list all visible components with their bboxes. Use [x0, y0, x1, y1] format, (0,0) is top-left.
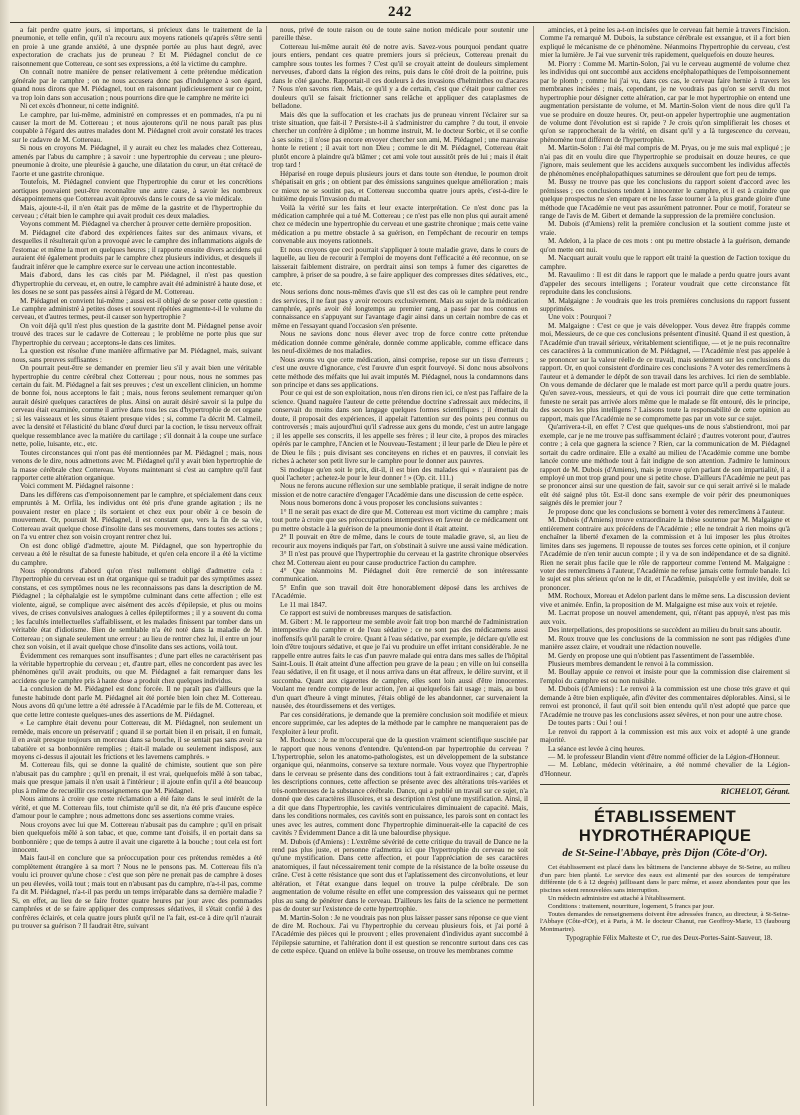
- paragraph: 2° Il pouvait en être de même, dans le cours de toute maladie grave, si, au lieu de recourir aux moyens indiqués par l'art, on s'obstinait à suivre une aussi vaine médication.: [272, 533, 528, 550]
- paragraph: 4° Que néanmoins M. Piédagnel doit être remercié de son intéressante communication.: [272, 567, 528, 584]
- paragraph: Toutes circonstances qui n'ont pas été mentionnées par M. Piédagnel ; mais, nous venons de le dire, nous admettons avec M. Piédagnel qu'il y avait bien hypertrophie de la masse cérébrale chez Cottereau. Voyons maintenant si c'est au camphre qu'il faut rapporter cette altération organique.: [12, 448, 262, 483]
- paragraph: MM. Rochoux, Moreau et Adelon parlent dans le même sens. La discussion devient vive et animée. Enfin, la proposition de M. Malgaigne est mise aux voix et rejetée.: [540, 592, 790, 609]
- paragraph: Voici comment M. Piédagnel raisonne :: [20, 482, 134, 491]
- paragraph: Cottereau lui-même aurait été de notre avis. Savez-vous pourquoi pendant quatre jours entiers, pendant ces quatre premiers jours si précieux, Cottereau prenait du camphre sous toutes les formes ? C'est qu'il se croyait atteint de douleurs simplement nerveuses, d'abord dans la région des reins, puis dans le côté droit de la poitrine, puis dans le côté gauche. Rapportait-il ces douleurs à des invasions d'helminthes ou d'acares ? Nous n'en savons rien. Mais, ce qu'il y a de certain, c'est que c'était pour calmer ces douleurs qu'il se faisait frictionner sans relâche et appliquer des cataplasmes de belladone.: [272, 42, 528, 111]
- editor-signature: RICHELOT, Gérant.: [720, 787, 790, 797]
- paragraph: M. Ravaulimo : Il est dit dans le rapport que le malade a perdu quatre jours avant d'appeler des secours intelligens ; l'orateur voudrait que cette circonstance fût reproduite dans les conclusions.: [540, 271, 790, 297]
- paragraph: M. Dubois (d'Amiens) relit la première conclusion et la soutient comme juste et vraie.: [540, 220, 790, 237]
- paragraph: Pour ce qui est de son exploitation, nous n'en dirons rien ici, ce n'est pas l'affaire de la science. Quand naguère l'auteur de cette prétendue doctrine s'adressait aux médecins, il conservait du moins dans son langage quelques formes scientifiques ; il émettait du doute, il proposait des expériences, il appelait l'attention sur des points peu connus ou controversés ; mais aujourd'hui qu'il s'adresse aux gens du monde, c'est un autre langage ; il les appelle ses conscrits, il les appelle ses frères ; il leur cite, à propos des miracles opérés par le camphre, l'Ancien et le Nouveau-Testament ; il leur parle de Dieu le père et de Dieu le fils ; puis divisant ses conciteyens en riches et en pauvres, il conviait les riches à acheter son petit livre sur le camphre pour le donner aux pauvres.: [272, 389, 528, 466]
- paragraph: De toutes parts : Oui ! oui !: [548, 719, 627, 728]
- column-divider-1: [266, 26, 267, 1106]
- paragraph: Si modique qu'en soit le prix, dit-il, il est bien des malades qui « n'auraient pas de quoi l'acheter ; achetez-le pour le leur donner ! » (Op. cit. 111.): [272, 465, 528, 483]
- paragraph: M. Cottereau fils, qui se donne la qualité de chimiste, soutient que son père n'abusait pas du camphre ; qu'il en prenait, il est vrai, quelquefois mêlé à son tabac, mais que presque jamais il n'en usait à l'intérieur ; il ajoute enfin qu'il a été beaucoup plus à même de recueillir ces renseignemens que M. Piédagnel.: [12, 761, 262, 795]
- paragraph: Le renvoi du rapport à la commission est mis aux voix et adopté à une grande majorité.: [540, 727, 790, 745]
- paragraph: Toutefois, M. Piédagnel convient que l'hypertrophie du cœur et les concrétions aortiques pouvaient peut-être reconnaître une autre cause, à savoir les nombreux désappointemens que Cottereau avait éprouvés dans le cours de sa vie médicale.: [12, 178, 262, 204]
- paragraph: Voyons comment M. Piédagnel va chercher à prouver cette dernière proposition.: [20, 220, 252, 229]
- paragraph: La séance est levée à cinq heures.: [548, 744, 645, 753]
- advertisement-body: [540, 864, 790, 934]
- paragraph: M. Malgaigne : Je voudrais que les trois premières conclusions du rapport fussent supprimées.: [540, 296, 790, 313]
- paragraph: M. Piédagnel en convient lui-même ; aussi est-il obligé de se poser cette question : Le camphre administré à petites doses et souvent répétées augmente-t-il le volume du cerveau, et d'autres termes, peut-il causer son hypertrophie ?: [12, 296, 262, 322]
- paragraph: Mais, ajoute-t-il, il n'en était pas de même de la gastrite et de l'hypertrophie du cerveau ; c'était bien le camphre qui avait produit ces deux maladies.: [12, 203, 262, 220]
- paragraph: Nous avons vu que cette médication, ainsi comprise, repose sur un tissu d'erreurs ; c'est une œuvre d'ignorance, c'est l'œuvre d'un esprit fourvoyé. Si donc nous absolvons cette méthode des méfaits que lui avait imputés M. Piédagnel, nous la condamnons dans son principe et dans ses applications.: [272, 355, 528, 390]
- signature-rule: [540, 784, 790, 785]
- paragraph: Toutes demandes de renseignemens doivent être adressées franco, au directeur, à St-Seine-l'Abbaye (Côte-d'Or), et à Paris, à M. le docteur Chanut, rue Geoffroy-Marie, 13 (faubourg Montmartre).: [540, 910, 790, 934]
- paragraph: Le camphre, par lui-même, administré en compresses et en pommades, n'a pu ni causer la mort de M. Cottereau ; et nous ajouterons qu'il ne nous paraît pas plus coupable à l'égard des autres malades dont M. Piédagnel croit avoir constaté les traces sur le cadavre de M. Cottereau.: [12, 110, 262, 144]
- paragraph: Si nous en croyons M. Piédagnel, il y aurait eu chez les malades chez Cottereau, amenés par l'abus du camphre ; à savoir : une hypertrophie du cerveau ; une pleuro-pneumonie à droite, une pleurésie à gauche, une dilatation du cœur, un état crétacé de l'aorte et une gastrite chronique.: [12, 144, 262, 178]
- paragraph: Mais dès que la suffocation et les crachats jus de pruneau vinrent l'éclairer sur sa triste situation, que fait-il ? Persiste-t-il à s'administrer du camphre ? du tout, il envoie chercher un confrère à diplôme ; un homme instruit, M. le docteur Sorbic, et il se confie à ses soins ; il n'ose pas encore envoyer chercher son ami, M. Piédagnel ; une mauvaise honte le retient ; il avait tort non Dieu ; comme le dit M. Piédagnel, Cottereau était plutôt encore à plaindre qu'à blâmer ; cet ami vole tout aussitôt près de lui ; mais il était trop tard !: [272, 110, 528, 170]
- paragraph: M. Malgaigne : C'est ce que je vais développer. Vous devez être frappés comme moi, Messieurs, de ce que ces conclusions présentent d'inusité. Quand il est question, à l'Académie d'un travail sérieux, véritablement scientifique, — et je ne puis reconnaître ces caractères à la communication de M. Piédagnel, — l'Académie n'est pas appelée à se prononcer sur la valeur réelle de ce travail, mais seulement sur les conclusions du rapport. Or, en quoi consistent d'ordinaire ces conclusions ? A voter des remercîmens à l'auteur et à demander le dépôt de son travail dans les archives. Ici rien de semblable. On vous demande de déclarer que le malade est mort parce qu'il a perdu quatre jours. Qu'en savez-vous, messieurs, et qui de vous ici pourrait dire que cette termination funeste ne serait pas arrivée alors même que le malade se fût entouré, dès le principe, des secours les plus intelligens ? Laissons toute la responsabilité de cette opinion au rapport, mais que l'Académie ne se compromette pas par un vote sur ce sujet.: [540, 321, 790, 423]
- paragraph: Nous ne ferons aucune réflexion sur une semblable pratique, il serait indigne de notre mission et de notre caractère d'engager l'Académie dans une discussion de cette espèce.: [272, 482, 528, 499]
- paragraph: a fait perdre quatre jours, si importans, si précieux dans le traitement de la pneumonie, et telle enfin, qu'il n'a recouru aux moyens rationels qu'après s'être senti en proie à une grande anxiété, à une dyspnée portée au plus haut degré, avec expectoration de crachats jus de pruneau ? Et M. Piédagnel conclut de ce raisonnement que Cottereau, ce sont ses expressions, a été la victime du camphre.: [12, 26, 262, 68]
- advertisement-subtitle: de St-Seine-l'Abbaye, près Dijon (Côte-d'Or).: [562, 846, 768, 859]
- paragraph: M. Gibert : M. le rapporteur me semble avoir fait trop bon marché de l'administration intempestive du camphre et de l'eau sédative ; ce ne sont pas des médicamens aussi inoffensifs qu'il paraît le croire. Quant à l'eau sédative, par exemple, je déclare qu'elle est loin d'être toujours sédative, et que je l'ai vu produire un effet irritant considérable. Je ne rappelle entre autres faits le cas d'un pauvre malade qui entra dans mes salles de l'hôpital Saint-Louis. Il était atteint d'une affection peu grave de la peau ; en ville on lui conseilla l'eau sédative, il en fit usage, et il nous arriva dans un état affreux, le délire survint, et il succomba. Quant aux cigarettes de camphre, elles sont loin aussi d'être innocentes. Voulant me rendre compte de leur action, j'en ai quelquefois fait usage ; mais, au bout d'un quart d'heure à vingt minutes, j'étais obligé de les abandonner, car survenaient la nausée, des étourdissemens et des vertiges.: [272, 617, 528, 711]
- column-3-text: [540, 26, 790, 778]
- paragraph: Héparisé en rouge depuis plusieurs jours et dans toute son étendue, le poumon droit s'hépatisait en gris ; on obtient par des émissions sanguines quelque amélioration ; mais ce mieux ne se soutint pas, et Cottereau succomba quatre jours après, c'est-à-dire le huitième depuis l'invasion du mal.: [272, 169, 528, 204]
- paragraph: « Le camphre était devenu pour Cottereau, dit M. Piédagnel, non seulement un remède, mais encore un préservatif ; quand il se portait bien il en prisait, il en fumait, il en avait presque toujours un morceau dans sa bouche, il se sentait pas sans avoir sa tabatière et sa bonbonnière remplies ; était-il malade ou seulement indisposé, aux moyens ci-dessus il ajoutait les frictions et les lavemens camphrés. »: [12, 719, 262, 761]
- column-3: [540, 26, 790, 1106]
- paragraph: Qu'arrivera-t-il, en effet ? C'est que quelques-uns de nous s'abstiendront, moi par exemple, car je ne me trouve pas suffisamment éclairé ; d'autres voteront pour, d'autres contre ; à cela que gagnera la science ? Rien, car la communication de M. Piédagnel sortait du cadre ordinaire. Elle a exalté au milieu de l'Académie comme une bombe lancée contre une méthode tout à fait indigne de son attention. J'admire le luminoux rapport de M. Dubois (d'Amiens), mais je trouve qu'en parlant de son impartialité, il a employé un mot trop grand pour une si petite chose. D'ailleurs l'Académie ne peut pas se prononcer ainsi sur une question de fait, savoir sur ce qui serait arrivé si le malade eût été saigné plus tôt. Est-il donc sans exemple de voir périr des pneumoniques saignés dès le premier jour ?: [540, 423, 790, 508]
- paragraph: M. Lacrrat propose un nouvel amendement, qui, n'étant pas appuyé, n'est pas mis aux voix.: [540, 609, 790, 626]
- paragraph: M. Nacquart aurait voulu que le rapport eût traité la question de l'action toxique du camphre.: [540, 254, 790, 271]
- paragraph: Des interpellations, des propositions se succèdent au milieu du bruit sans aboutir.: [548, 626, 782, 635]
- paragraph: M. Rochoux : Je ne m'occuperai que de la question vraiment scientifique suscitée par le rapport que nous venons d'entendre. Qu'entend-on par hypertrophie du cerveau ? L'hypertrophie, selon les anatomo-pathologistes, est un développement de la substance organique qui, néanmoins, conserve sa texture normale. Vous voyez que l'hypertrophie dans le cerveau se présente dans des conditions tout à fait extraordinaires ; car, d'après les descriptions connues, cette affection se présente avec des altérations très-variées et très-nombreuses de la substance cérébrale. Dance, qui a publié un travail sur ce sujet, n'a donné que des caractères illusoires, et sa description n'est qu'une mystification. Ainsi, il a dit que dans l'hypertrophie, les cavités ventriculaires diminuaient de capacité. Mais, dans les conditions normales, ces cavités sont en puissance, les parois sont en contact les unes avec les autres, comment donc l'hypertrophie diminuerait-elle la capacité de ces cavités ? Évidemment Dance a dit là une balourdise physique.: [272, 736, 528, 838]
- paragraph: M. Boullay appuie ce renvoi et insiste pour que la commission dise clairement si l'emploi du camphre est ou non nuisible.: [540, 668, 790, 685]
- paragraph: Par ces considérations, je demande que la première conclusion soit modifiée et mieux encore supprimée, car les adeptes de la méthode par le camphre ne manqueraient pas de l'exploiter à leur profit.: [272, 710, 528, 736]
- column-1: [12, 26, 262, 1106]
- paragraph: amincies, et à peine les a-t-on incisées que le cerveau fait hernie à travers l'incision. Comme l'a remarqué M. Dubois, la substance cérébrale est exsangue, et il a fort bien expliqué le mécanisme de ce phénomène. Néanmoins l'hypertrophie du cerveau, c'est mier la lumière. Je l'ai vue survenir très rapidement, quelquefois en douze heures.: [540, 26, 790, 60]
- paragraph: M. Adelon, à la place de ces mots : ont pu mettre obstacle à la guérison, demande qu'on mette ont nui.: [540, 237, 790, 254]
- paragraph: — M. le professeur Blandin vient d'être nommé officier de la Légion-d'Honneur.: [548, 752, 780, 761]
- paragraph: Voilà la vérité sur les faits et leur exacte interprétation. Ce n'est donc pas la médication camphrée qui a tué M. Cottereau ; ce n'est pas elle non plus qui aurait amené chez ce médecin une hypertrophie du cerveau et une gastrite chronique ; mais cette vaine médication a pu mettre obstacle à sa guérison, en l'empêchant de recourir en temps convenable aux moyens rationnels.: [272, 203, 528, 246]
- header-rule: [10, 22, 790, 23]
- printer-imprint: Typographie Félix Malteste et Cᵉ, rue des Deux-Portes-Saint-Sauveur, 18.: [565, 933, 773, 942]
- paragraph: La conclusion de M. Piédagnel est donc forcée. Il ne paraît pas d'ailleurs que la funeste habitude dont parle M. Piédagnel ait été portée bien loin chez M. Cottereau. Nous avons dû qu'une lettre a été adressée à l'Académie par le fils de M. Cottereau, et que cette lettre conteste quelques-unes des assertions de M. Piédagnel.: [12, 685, 262, 719]
- paragraph: 5° Enfin que son travail doit être honorablement déposé dans les archives de l'Académie.: [272, 583, 528, 601]
- paragraph: M. Dubois (d'Amiens) trouve extraordinaire la thèse soutenue par M. Malgaigne et entièrement contraire aux précédens de l'Académie ; elle ne tendrait à rien moins qu'à enchaîner la liberté d'examen de la commission et à lui imposer les plus étroites limites dans ses jugemens. Il repousse de toutes ses forces cette opinion, et il conjure l'Académie de n'en tenir aucun compte ; il y va de son indépendance et de sa dignité. Rien ne serait plus facile que le rôle de rapporteur comme l'entend M. Malgaigne : voter des remercîmens à l'auteur, l'Académie ne refuse jamais cette formule banale. Ici le sujet est plus sérieux qu'on ne le dit, et l'Académie, puisqu'elle y est invitée, doit se prononcer.: [540, 516, 790, 592]
- paragraph: 1° Il ne serait pas exact de dire que M. Cottereau est mort victime du camphre ; mais tout porte à croire que ses préoccupations intempestives en faveur de ce médicament ont pu mettre obstacle à la guérison de la pneumonie dont il était atteint.: [272, 507, 528, 533]
- paragraph: Nous aimons à croire que cette réclamation a été faite dans le seul intérêt de la vérité, et que M. Cottereau fils, tout chimiste qu'il se dit, n'a été pris d'aucune espèce d'amour pour le camphre ; nous admettons donc ses assertions comme vraies.: [12, 795, 262, 821]
- paragraph: On voit déjà qu'il n'est plus question de la gastrite dont M. Piédagnel pense avoir trouvé des traces sur le cadavre de Cottereau ; le problème ne porte plus que sur l'hypertrophie du cerveau ; acceptons-le dans ces limites.: [12, 321, 262, 347]
- paragraph: M. Bussy ne trouve pas que les conclusions du rapport soient d'accord avec les prémisses ; ces conclusions tendent à innocenter le camphre, et il est à craindre que quelque prospectus ne s'en empare et ne les fasse tourner à la plus grande gloire d'une méthode que l'Académie ne veut pas assurément patronner. Pour ce motif, l'orateur se range de l'avis de M. Gibert et demande la suppression de la première conclusion.: [540, 178, 790, 220]
- paragraph: M. Dubois (d'Amiens) : L'extrême sévérité de cette critique du travail de Dance ne la rend pas plus juste, et personne n'admettra ici que l'hypertrophie du cerveau ne soit qu'une mystification. Dans cette affection, et pour l'appréciation de ses caractères anatomiques, il faut nécessairement tenir compte de la résistance de la boîte osseuse du crâne. C'est à cette résistance que sont dus et l'aplatissement des circonvolutions, et leur altération, et l'état exangue dans lequel on trouve la pulpe cérébrale. De son augmentation de volume résulte en effet une compression des vaisseaux qui ne permet plus au sang de pénétrer dans le cerveau. D'ailleurs les faits de la science ne permettent pas de douter sur l'existence de cette hypertrophie.: [272, 837, 528, 914]
- paragraph: nous, privé de toute raison ou de toute saine notion médicale pour soutenir une pareille thèse.: [272, 26, 528, 43]
- column-2: [272, 26, 528, 1106]
- paragraph: Nous croyons avec lui que M. Cottereau n'abusait pas du camphre ; qu'il en prisait bien quelquefois mêlé à son tabac, et que, comme tant d'oisifs, il en portait dans sa bonbonnière ; que de temps à autre il avait une cigarette à la bouche ; tout cela est fort innocent.: [12, 820, 262, 854]
- paragraph: M. Piédagnel cite d'abord des expériences faites sur des animaux vivans, et desquelles il résulterait qu'on a provoqué avec le camphre des inflammations aiguës de l'estomac et même la mort en quelques heures ; il rapporte ensuite divers accidens qui auraient été également produits par le camphre chez plusieurs individus, et desquels il faudrait inférer que le camphre exerce sur le cerveau une action incontestable.: [12, 228, 262, 271]
- paragraph: On est donc obligé d'admettre, ajoute M. Piédagnel, que son hypertrophie du cerveau a été le résultat de sa funeste habitude, et qu'en cela encore il a été la victime du camphre.: [12, 541, 262, 567]
- paragraph: On connaît notre manière de penser relativement à cette prétendue médication générale par le camphre ; on ne nous accusera donc pas d'indulgence à son égard, quand nous dirons que M. Piédagnel, tout en raisonnant judicieusement sur ce point, va trop loin dans son accusation ; nous pourrions dire que le camphre ne mérite ici: [12, 68, 262, 102]
- paragraph: Et nous croyons que ceci pourrait s'appliquer à toute maladie grave, dans le cours de laquelle, au lieu de recourir à l'emploi de moyens dont l'efficacité a été reconnue, on se laisserait faiblement distraire, on perdrait ainsi son temps à fumer des cigarettes de camphre, à priser de sa poudre, à se faire appliquer des compresses dites sédatives, etc., etc.: [272, 245, 528, 288]
- paragraph: La question est résolue d'une manière affirmative par M. Piédagnel, mais, suivant nous, sans preuves suffisantes :: [12, 347, 262, 364]
- paragraph: — M. Leblanc, médecin vétérinaire, a été nommé chevalier de la Légion-d'Honneur.: [540, 761, 790, 778]
- paragraph: 3° Il n'est pas prouvé que l'hypertrophie du cerveau et la gastrite chronique observées chez M. Cottereau aient eu pour cause productrice l'action du camphre.: [272, 550, 528, 567]
- paragraph: Je propose donc que les conclusions se bornent à voter des remercîmens à l'auteur.: [548, 507, 785, 516]
- page-number: 242: [388, 4, 412, 20]
- paragraph: On pourrait peut-être se demander en premier lieu s'il y avait bien une véritable hypertrophie du centre cérébral chez Cottereau ; pour nous, nous ne sommes pas certain du fait. M. Piédagnel a fait ses preuves ; c'est un excellent clinicien, un homme de bonne foi, nous acceptons le fait ; mais, nous ferons seulement remarquer qu'on aurait désiré quelques caractères de plus. Ainsi on aurait désiré savoir si la pulpe du cerveau était examinée, comme il arrive dans tous les cas d'hypertrophie de cet organe ; si les vaisseaux et les sinus étaient presque vides ; si, comme l'a décrit M. Calmeil, avec la densité et l'élasticité du blanc d'œuf durci par la coction, le tissu nerveux offrait quelque ressemblance avec la matière du cartilage ; s'il donnait à la coupe une surface nette, polie, luisante, etc., etc.: [12, 364, 262, 449]
- paragraph: Plusieurs membres demandent le renvoi à la commission.: [548, 659, 714, 668]
- paragraph: Dans les différens cas d'empoisonnement par le camphre, et spécialement dans ceux empruntés à M. Orfila, les individus ont été pris d'une grande agitation ; ils ne pouvaient rester en place ; ils sortaient et chez eux pour obéir à ce besoin de mouvement. Or, poursuit M. Piédagnel, il est constant que, vers la fin de sa vie, Cottereau avait quelque chose d'insolite dans ses mouvemens, dans toutes ses actions ; on l'a vu entrer chez son voisin croyant rentrer chez lui.: [12, 490, 262, 542]
- paragraph: M. Piorry : Comme M. Martin-Solon, j'ai vu le cerveau augmenté de volume chez les individus qui ont succombé aux accidens encéphalopathiques de l'empoisonnement par le plomb ; comme lui j'ai vu, dans ces cas, le cerveau faire hernie à travers les membranes incisées ; mais, cependant, je ne voudrais pas qu'on se servît du mot hypertrophie pour désigner cette altération, car par le mot hypertrophie on entend une augmentation persistante de volume, et M. Martin-Solon vient de nous dire qu'il l'a vue se produire en douze heures. Or, peut-on appeler hypertrophie une augmentation de volume dont l'évolution est si rapide ? Je crois qu'on simplifierait les choses et qu'on se rapprocherait de la vérité, en disant qu'il y a là turgescence du cerveau, phénomène tout différent de l'hypertrophie.: [540, 59, 790, 144]
- paragraph: Nous nous bornerons donc à vous proposer les conclusions suivantes :: [280, 499, 483, 508]
- paragraph: Nous ne savions donc nous élever avec trop de force contre cette prétendue médication donnée comme générale, donnée comme applicable, comme efficace dans les neuf-dixièmes de nos maladies.: [272, 330, 528, 356]
- paragraph: Nous serions donc nous-mêmes d'avis que s'il est des cas où le camphre peut rendre des services, il ne faut pas y avoir recours exclusivement. Mais au sujet de la médication camphrée, après avoir été longtemps au premier rang, a passé par nos connus en connaissance en s'appuyant sur l'avantage d'agir ainsi dans un certain nombre de cas et même en l'essayant quand l'occasion s'en présente.: [272, 288, 528, 330]
- paragraph: Conditions : traitement, nourriture, logement, 5 francs par jour.: [548, 902, 715, 910]
- paragraph: M. Roux trouve que les conclusions de la commission ne sont pas rédigées d'une manière assez claire, et voudrait une rédaction nouvelle.: [540, 634, 790, 652]
- paragraph: M. Martin-Solon : Je ne voudrais pas non plus laisser passer sans réponse ce que vient de dire M. Rochoux. J'ai vu l'hypertrophie du cerveau plusieurs fois, et j'ai porté à l'Académie des pièces qui le prouvent ; elles provenaient d'individus ayant succombé à l'épilepsie saturnine, et l'altération dont il est question se rencontre surtout dans ces cas de cette espèce. Quand on enlève la boîte osseuse, on trouve les membranes comme: [272, 913, 528, 956]
- paragraph: Ce rapport est suivi de nombreuses marques de satisfaction.: [280, 609, 452, 618]
- page-edge-shadow: [0, 0, 10, 1115]
- paragraph: Cet établissement est placé dans les bâtimens de l'ancienne abbaye de St-Seine, au milieu d'un parc bien planté. Le service des eaux est alimenté par des sources de température différente (de 6 à 12 degrés) jaillissant dans le parc même, et assez abondantes pour que les piscines soient renouvelées sans interruption.: [540, 863, 790, 895]
- paragraph: Mais d'abord, dans les cas cités par M. Piédagnel, il n'est pas question d'hypertrophie du cerveau, et, en outre, le camphre avait été administré à haute dose, et les doses ne se sont pas passées ainsi à l'égard de M. Cottereau.: [12, 271, 262, 297]
- advertisement-title: ÉTABLISSEMENT HYDROTHÉRAPIQUE: [578, 807, 752, 845]
- paragraph: Le 11 mai 1847.: [280, 600, 327, 609]
- advertisement-rule: [540, 803, 790, 804]
- paragraph: M. Gerdy en propose une qui n'obtient pas l'assentiment de l'assemblée.: [548, 651, 755, 660]
- paragraph: Mais faut-il en conclure que sa préoccupation pour ces prétendus remèdes a été complètement étrangère à sa mort ? Nous ne le pensons pas. M. Cottereau fils n'a voulu ici prouver qu'une chose : c'est que son père ne prenait pas de camphre à doses un peu élevées, voilà tout ; mais tout en n'abusant pas du camphre, n'a-t-il pas, comme l'a dit M. Piédagnel, n'a-t-il pas perdu un temps irréparable dans sa dernière maladie ? Si, en effet, au lieu de se faire frotter quatre heures par jour avec des pommades camphrées et de se faire appliquer des compresses sédatives, il s'était confié à des confrères éclairés, et cela quatre jours plutôt qu'il ne l'a fait, est-ce à dire qu'il n'aurait pu trouver sa guérison ? Il faudrait être, suivant: [12, 854, 262, 931]
- paragraph: M. Martin-Solon : J'ai été mal compris de M. Pryas, ou je me suis mal expliqué ; je n'ai pas dit en voulu dire que l'hypertrophie se produisait en douze heures, ce que j'ignore, mais seulement que les accidens auxquels succombent les individus affectés de phénomènes encéphalopathiques saturnines se déroulent que fort peu de temps.: [540, 144, 790, 178]
- paragraph: Ni cet excès d'honneur, ni cette indignité.: [20, 102, 139, 111]
- paragraph: M. Dubois (d'Amiens) : Le renvoi à la commission est une chose très grave et qui demande à être bien expliquée, afin d'éviter des commentaires déplorables. Ainsi, si le renvoi est prononcé, il faut qu'il soit bien entendu qu'il n'est adopté que parce que l'Académie ne trouve pas les conclusions assez sévères, et non pour une autre chose.: [540, 685, 790, 719]
- paragraph: Évidemment ces remarques sont insuffisantes ; d'une part elles ne caractérisent pas la véritable hypertrophie du cerveau ; et, d'autre part, elles ne concordent pas avec les phénomènes qu'il avait produits, ou que M. Piédagnel a fait remarquer dans les accidens que le camphre pris à haute dose a produit chez quelques individus.: [12, 651, 262, 685]
- paragraph: Une voix : Pourquoi ?: [548, 313, 612, 322]
- paragraph: Nous répondrons d'abord qu'on n'est nullement obligé d'admettre cela : l'hypertrophie du cerveau est un état organique qui se traduit par des symptômes assez constans, et ces symptômes nous ne les reconnaissons pas dans la description de M. Piédagnel ; la céphalalgie est le symptôme culminant dans cette affection ; elle est violente, aiguë, se complique avec aisément des accès d'épilepsie, et plus ou moins vives, de crises convulsives analogues à celles épileptiformes ; il y a souvent du coma ; les facultés intellectuelles s'affaiblissent, et les malades finissent par tomber dans un véritable état d'idiotisme. Bien de semblable n'a été noté dans la maladie de M. Cottereau ; on signale seulement une erreur : au lieu de rentrer chez lui, il entre un jour chez son voisin, et il avait quelque chose d'insolite dans ses actions, voilà tout.: [12, 567, 262, 652]
- column-divider-2: [533, 26, 534, 1106]
- paragraph: Un médecin administre est attaché à l'établissement.: [548, 894, 686, 902]
